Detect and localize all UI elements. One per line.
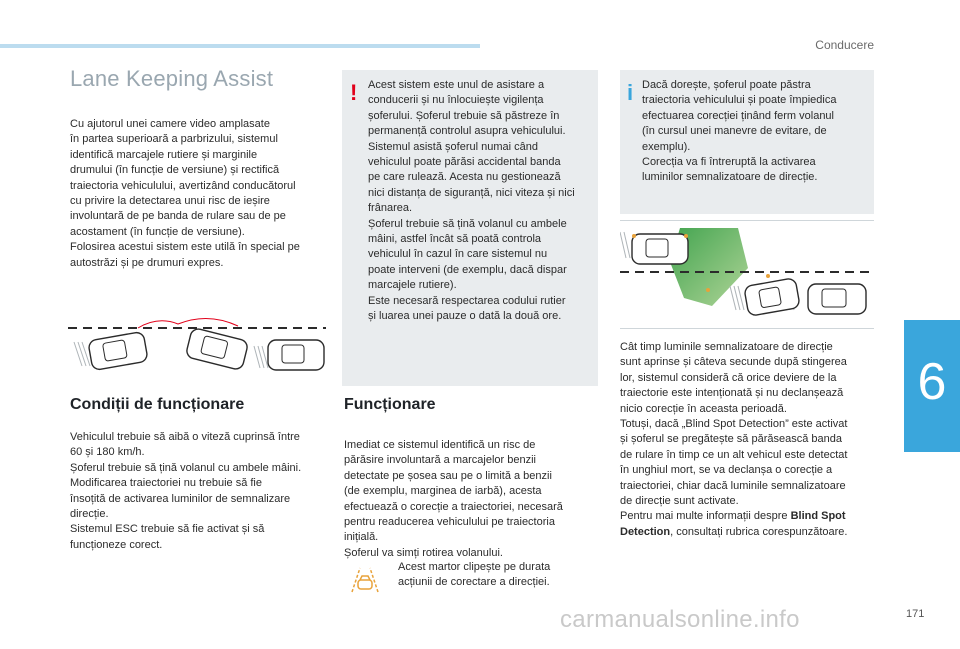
blind-spot-paragraph: Cât timp luminile semnalizatoare de direcție sunt aprinse și câteva secunde după stingerea lor, sistemul consideră că orice deviere de la traiectorie este intenționată și nu declanșează nicio corecție în aceasta perioadă. Totuși, dacă „Blind Spot Detection” este activat și șoferul se pregătește să părăsească banda de rulare în timp ce un alt vehicul este detectat în unghiul mort, se va declanșa o corecție a traiectoriei, chiar dacă luminile semnalizatoare de direcție sunt activate. [620, 341, 848, 508]
warning-icon: ! [350, 80, 358, 105]
chapter-number: 6 [917, 353, 947, 411]
conditions-text: Vehiculul trebuie să aibă o viteză cuprinsă între 60 și 180 km/h. Șoferul trebuie să țină volanul cu ambele mâini. Modificarea traiectoriei nu trebuie să fie însoțită de activarea luminilor de semnalizare direcție. Sistemul ESC trebuie să fie activat și să funcționeze corect. [70, 431, 302, 551]
divider-top [620, 220, 874, 221]
intro-text: Cu ajutorul unei camere video amplasate în partea superioară a parbrizului, sistemul identifică marcajele rutiere și marginile drumului (în funcție de versiune) și rectifică traiectoria vehiculului, avertizând conducătorul cu privire la detectarea unui risc de ieșire involuntară de pe banda de rulare sau de pe acostament (în funcție de versiune). Folosirea acestui sistem este utilă în special pe autostrăzi și pe drumuri expres. [70, 118, 300, 269]
warning-text: Acest sistem este unul de asistare a conducerii și nu înlocuiește vigilența șoferului. Șoferul trebuie să păstreze în permanență controlul asupra vehiculului. Sistemul asistă șoferul numai când vehiculul poate părăsi accidental banda pe care rulează. Acesta nu gestionează nici distanța de siguranță, nici viteza și nici frânarea. Șoferul trebuie să țină volanul cu ambele mâini, astfel încât să poată controla vehiculul în cazul în care sistemul nu poate interveni (de exemplu, dacă dispar marcajele rutiere). Este necesară respectarea codului rutier și luarea unei pauze o dată la două ore. [368, 79, 575, 323]
divider-bottom [620, 328, 874, 329]
page-number: 171 [906, 608, 925, 620]
reference-suffix: , consultați rubrica corespunzătoare. [670, 525, 848, 538]
lane-warning-lamp-icon [348, 562, 382, 596]
page-title: Lane Keeping Assist [70, 66, 274, 91]
watermark: carmanualsonline.info [560, 606, 800, 633]
operation-text: Imediat ce sistemul identifică un risc de părăsire involuntară a marcajelor benzii detectate pe șosea sau pe o limită a benzii (de exemplu, marginea de iarbă), acesta efectuează o corecție a traiectoriei, necesară pentru readucerea vehiculului pe traiectoria inițială. Șoferul va simți rotirea volanului. [344, 439, 563, 559]
lamp-note: Acest martor clipește pe durata acțiunii de corectare a direcției. [398, 561, 551, 589]
conditions-heading: Condiții de funcționare [70, 396, 245, 413]
lane-departure-illustration [68, 306, 326, 378]
blind-spot-link: Blind Spot Detection [620, 510, 846, 538]
info-icon: i [627, 80, 634, 105]
reference-prefix: Pentru mai multe informații despre [620, 510, 791, 523]
header-bar [0, 44, 480, 48]
lane-correction-illustration [620, 222, 874, 326]
operation-heading: Funcționare [344, 396, 436, 413]
info-text: Dacă dorește, șoferul poate păstra traiectoria vehiculului și poate împiedica efectuarea corecției ținând ferm volanul (în cursul unei manevre de evitare, de exemplu). Corecția va fi întreruptă la activarea luminilor semnalizatoare de direcție. [642, 79, 837, 184]
section-label: Conducere [815, 38, 874, 52]
operation-continued-text [620, 340, 876, 540]
